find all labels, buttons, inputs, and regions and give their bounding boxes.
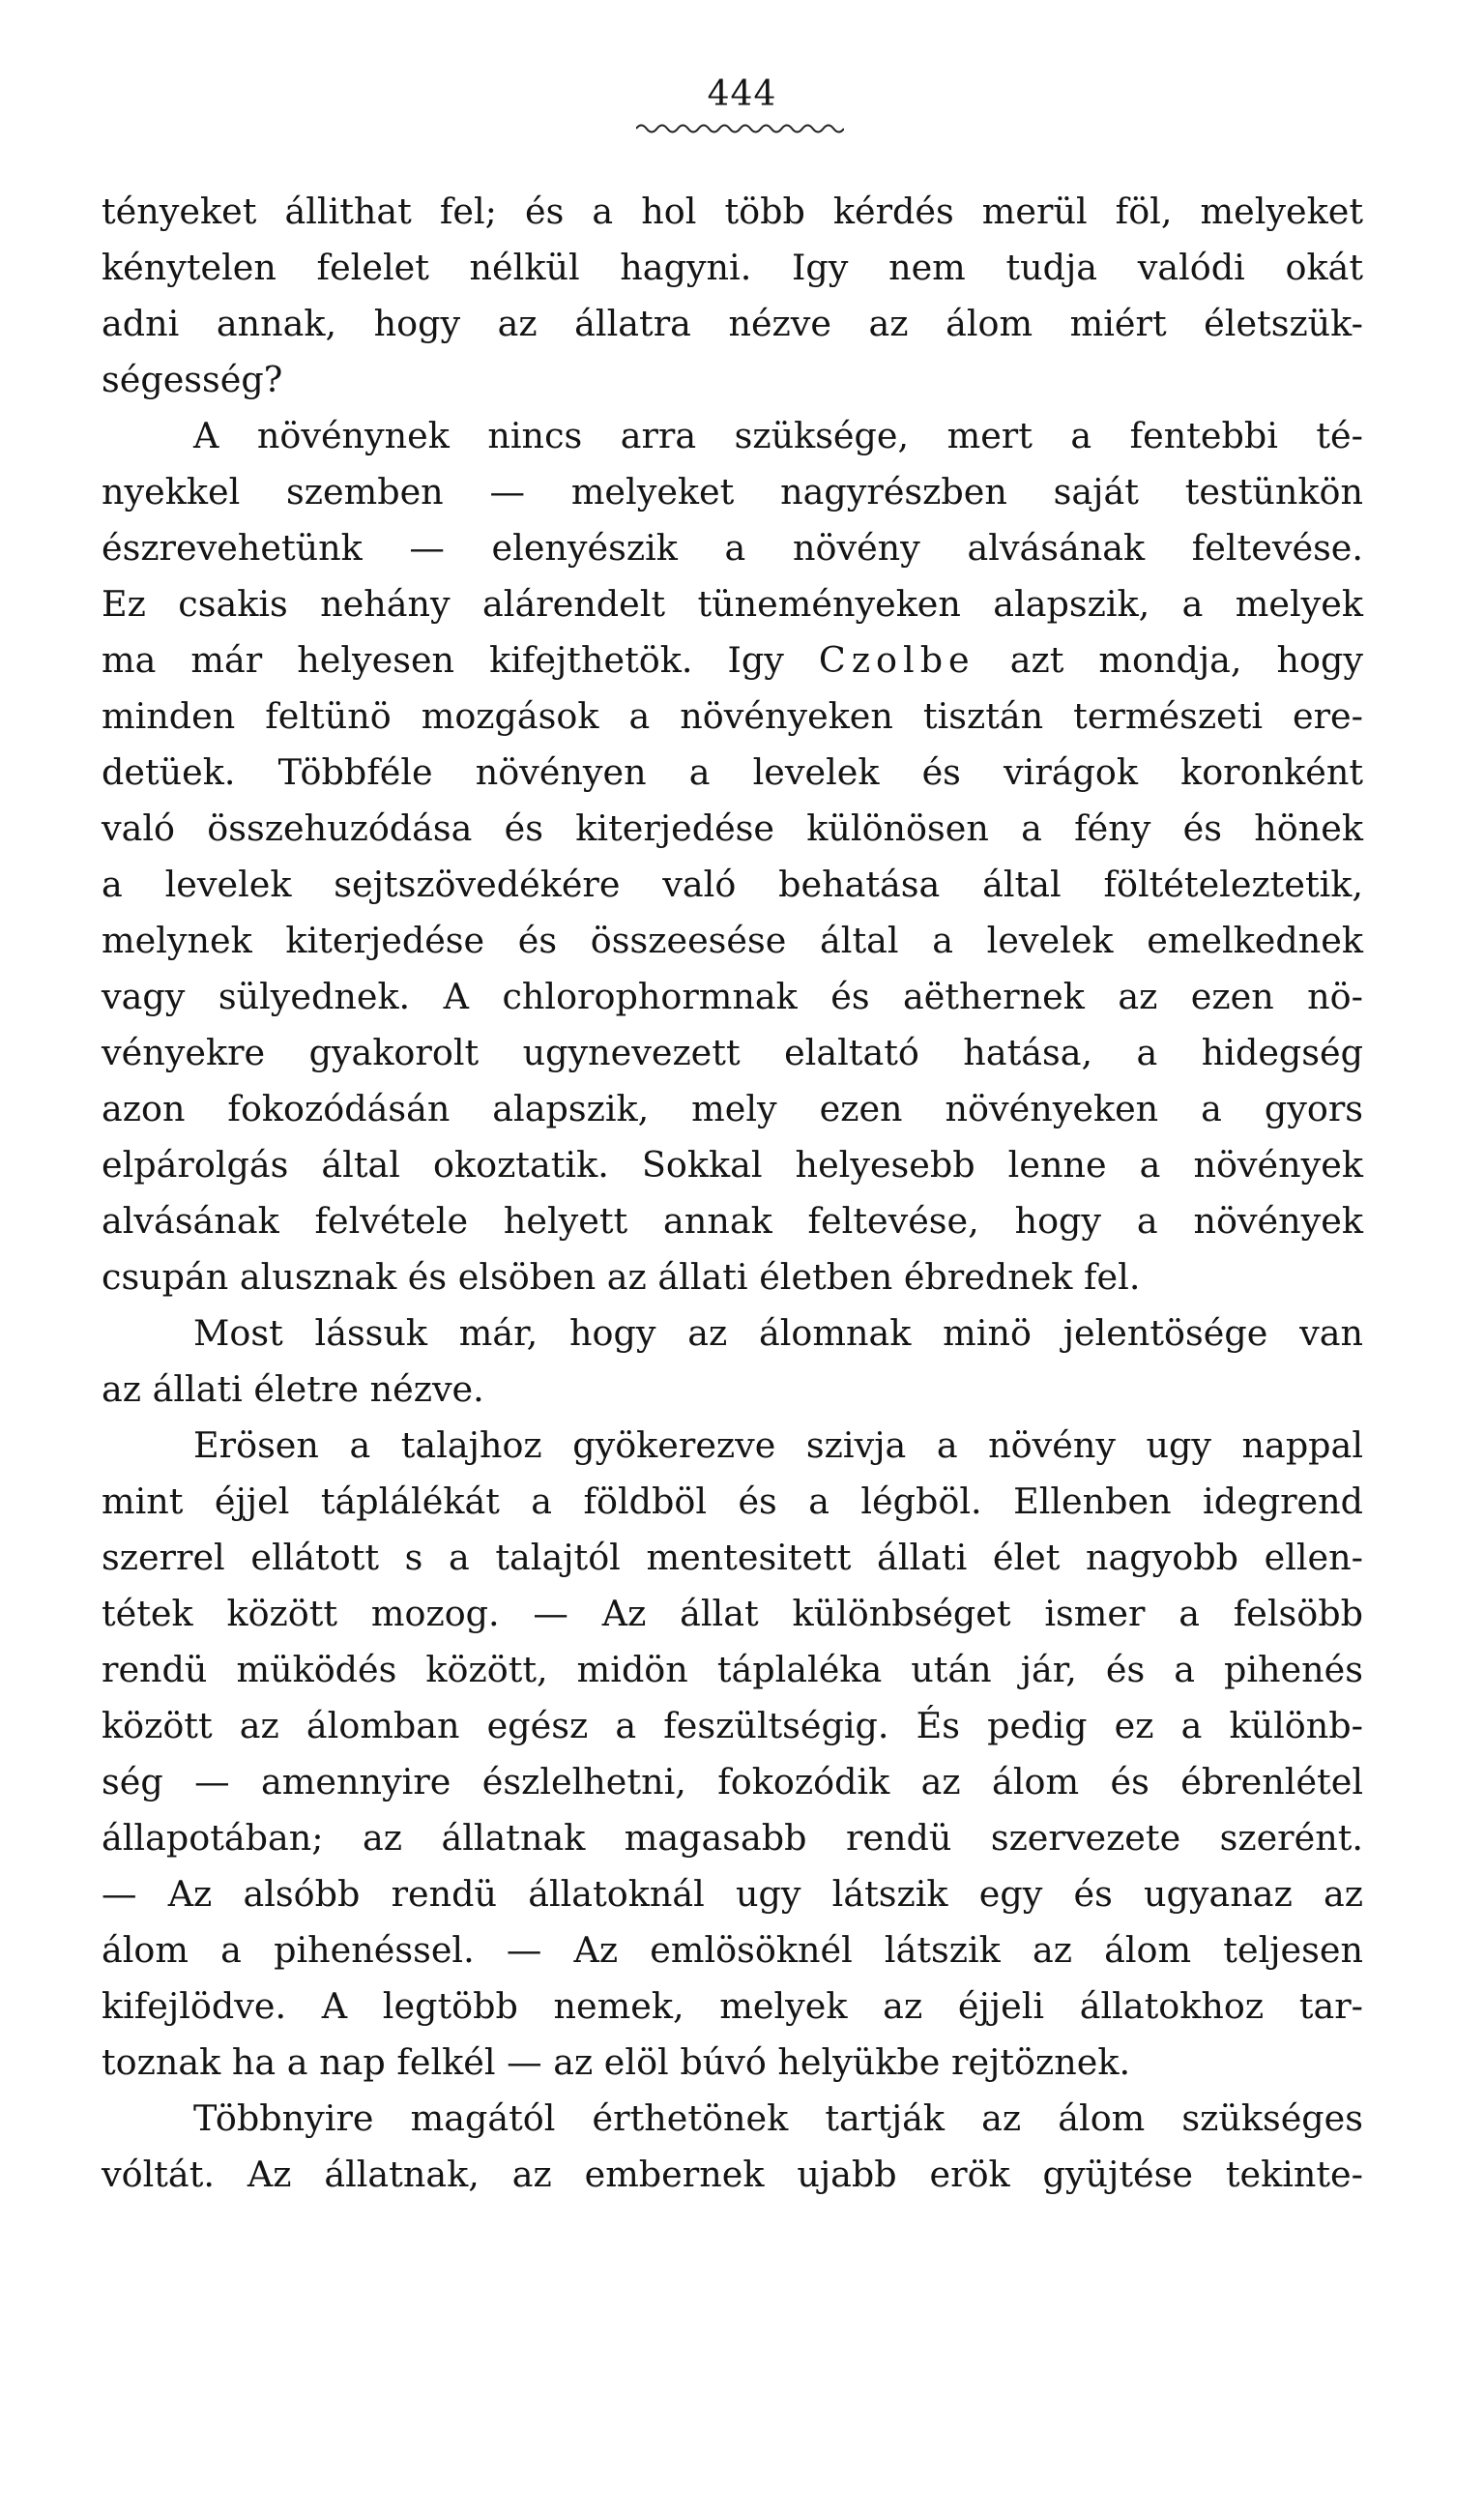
text-line: nyekkel szemben — melyeket nagyrészben saját testünkön (102, 471, 1363, 513)
author-name: Czolbe (818, 639, 975, 681)
text-line: ség — amennyire észlelhetni, fokozódik az álom és ébrenlétel (102, 1761, 1363, 1802)
text-line: tényeket állithat fel; és a hol több kérdés merül föl, melyeket (102, 190, 1363, 232)
text-line: — Az alsóbb rendü állatoknál ugy látszik egy és ugyanaz az (102, 1873, 1363, 1915)
text-line: ségesség? (102, 359, 283, 400)
text-line (102, 632, 1363, 689)
text-line: minden feltünö mozgások a növényeken tisztán természeti ere- (102, 695, 1363, 737)
text-line: az állati életre nézve. (102, 1368, 484, 1410)
text-line: alvásának felvétele helyett annak feltevése, hogy a növények (102, 1200, 1363, 1242)
text-line: szerrel ellátott s a talajtól mentesitett állati élet nagyobb ellen- (102, 1537, 1363, 1578)
page-number: 444 (707, 74, 777, 114)
text-line: vagy sülyednek. A chlorophormnak és aëthernek az ezen nö- (102, 976, 1363, 1017)
text-line: adni annak, hogy az állatra nézve az álom miért életszük- (102, 303, 1363, 344)
text-line: Ez csakis nehány alárendelt tüneményeken alapszik, a melyek (102, 583, 1363, 625)
wavy-rule-ornament (636, 120, 844, 137)
text-line: kifejlödve. A legtöbb nemek, melyek az éjjeli állatokhoz tar- (102, 1985, 1363, 2027)
text-segment: azt mondja, hogy (1009, 639, 1364, 681)
text-line: való összehuzódása és kiterjedése különösen a fény és hönek (102, 807, 1363, 849)
text-line: álom a pihenéssel. — Az emlösöknél látszik az álom teljesen (102, 1929, 1363, 1971)
text-line: csupán alusznak és elsöben az állati életben ébrednek fel. (102, 1256, 1141, 1298)
text-line: melynek kiterjedése és összeesése által a levelek emelkednek (102, 920, 1363, 961)
text-line: Többnyire magától érthetönek tartják az álom szükséges (193, 2097, 1363, 2139)
text-line: detüek. Többféle növényen a levelek és virágok koronként (102, 751, 1363, 793)
text-line: toznak ha a nap felkél — az elöl búvó helyükbe rejtöznek. (102, 2041, 1131, 2083)
text-line: azon fokozódásán alapszik, mely ezen növényeken a gyors (102, 1088, 1363, 1129)
text-line: Erösen a talajhoz gyökerezve szivja a növény ugy nappal (193, 1424, 1363, 1466)
text-line: rendü müködés között, midön táplaléka után jár, és a pihenés (102, 1649, 1363, 1690)
text-line: a levelek sejtszövedékére való behatása által föltételeztetik, (102, 864, 1363, 905)
text-line: állapotában; az állatnak magasabb rendü szervezete szerént. (102, 1817, 1363, 1859)
text-line: Most lássuk már, hogy az álomnak minö jelentösége van (193, 1312, 1363, 1354)
text-line: A növénynek nincs arra szüksége, mert a fentebbi té- (193, 415, 1363, 456)
text-line: észrevehetünk — elenyészik a növény alvásának feltevése. (102, 527, 1363, 569)
text-line: vóltát. Az állatnak, az embernek ujabb erök gyüjtése tekinte- (102, 2154, 1363, 2195)
text-line: kénytelen felelet nélkül hagyni. Igy nem tudja valódi okát (102, 247, 1363, 288)
text-segment: ma már helyesen kifejthetök. Igy (102, 639, 784, 681)
text-line: között az álomban egész a feszültségig. És pedig ez a különb- (102, 1705, 1363, 1746)
text-line: elpárolgás által okoztatik. Sokkal helyesebb lenne a növények (102, 1144, 1363, 1186)
text-line: mint éjjel táplálékát a földböl és a légböl. Ellenben idegrend (102, 1480, 1363, 1522)
text-line: vényekre gyakorolt ugynevezett elaltató hatása, a hidegség (102, 1032, 1363, 1073)
text-line: tétek között mozog. — Az állat különbséget ismer a felsöbb (102, 1593, 1363, 1634)
